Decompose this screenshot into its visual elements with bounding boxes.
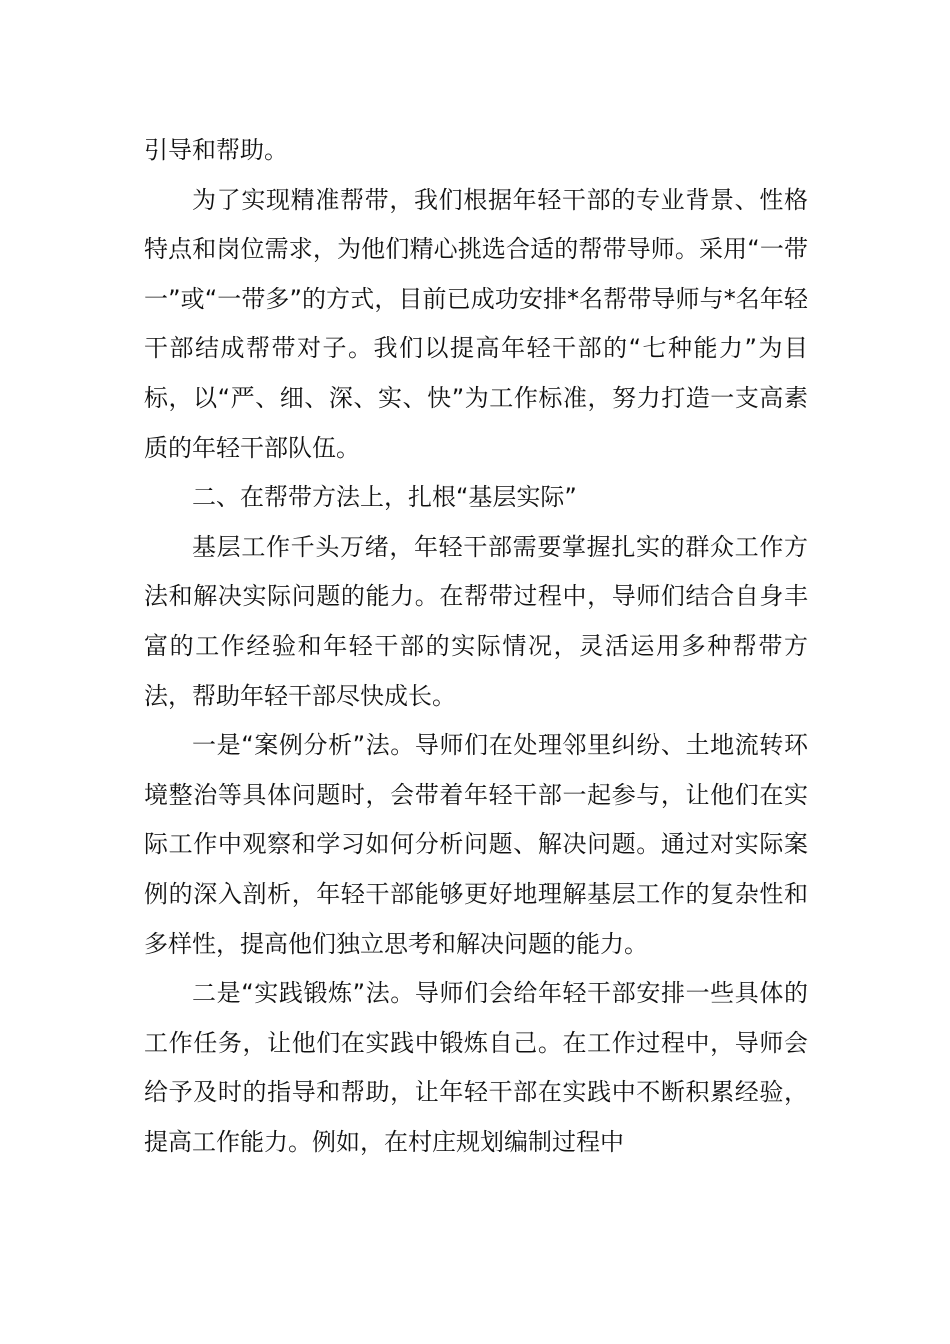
- section-heading-methods: 二、在帮带方法上，扎根“基层实际”: [192, 483, 577, 512]
- paragraph-practice: 二是“实践锻炼”法。导师们会给年轻干部安排一些具体的工作任务，让他们在实践中锻炼自己。在工作过程中，导师会给予及时的指导和帮助，让年轻干部在实践中不断积累经验，提高工作能力。例如，在村庄规划编制过程中: [144, 979, 808, 1156]
- paragraph-mentor-matching: 为了实现精准帮带，我们根据年轻干部的专业背景、性格特点和岗位需求，为他们精心挑选合适的帮带导师。采用“一带一”或“一带多”的方式，目前已成功安排*名帮带导师与*名年轻干部结成帮带对子。我们以提高年轻干部的“七种能力”为目标，以“严、细、深、实、快”为工作标准，努力打造一支高素质的年轻干部队伍。: [144, 185, 808, 462]
- document-body: [144, 126, 808, 1167]
- paragraph-case-analysis: 一是“案例分析”法。导师们在处理邻里纠纷、土地流转环境整治等具体问题时，会带着年轻干部一起参与，让他们在实际工作中观察和学习如何分析问题、解决问题。通过对实际案例的深入剖析，年轻干部能够更好地理解基层工作的复杂性和多样性，提高他们独立思考和解决问题的能力。: [144, 731, 808, 958]
- paragraph-grassroots-work: 基层工作千头万绪，年轻干部需要掌握扎实的群众工作方法和解决实际问题的能力。在帮带过程中，导师们结合自身丰富的工作经验和年轻干部的实际情况，灵活运用多种帮带方法，帮助年轻干部尽快成长。: [144, 532, 808, 710]
- paragraph-continuation: 引导和帮助。: [144, 136, 288, 164]
